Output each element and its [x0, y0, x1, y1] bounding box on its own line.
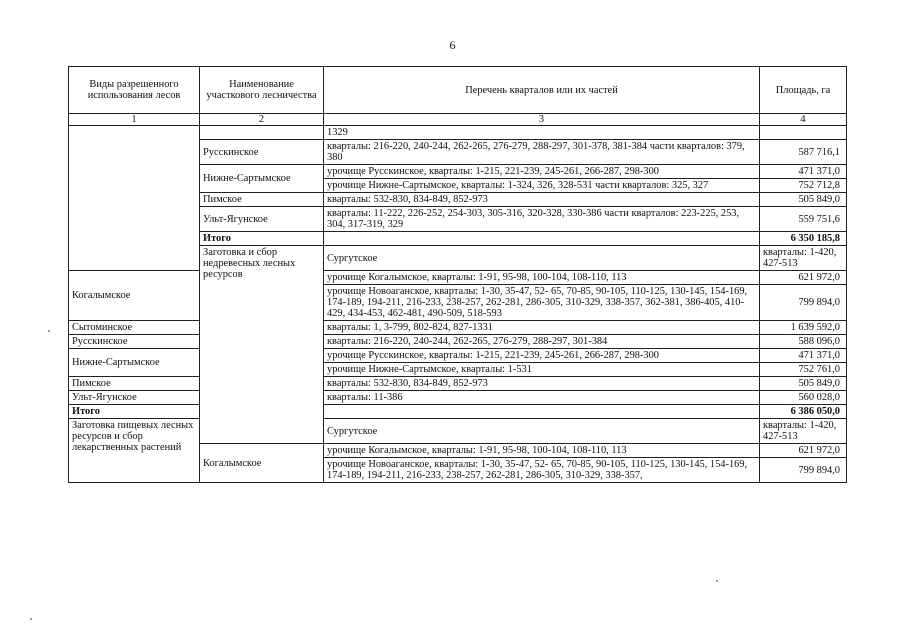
forestry-name: Русскинское [200, 140, 324, 165]
area-value: 560 028,0 [760, 391, 847, 405]
quarters-list: урочище Новоаганское, кварталы: 1-30, 35-47, 52- 65, 70-85, 90-105, 110-125, 130-145, 154-169, 174-189, 194-211, 216-233, 238-257, 262-281, 286-305, 310-329, 338-357, [324, 458, 760, 483]
quarters-list: урочище Нижне-Сартымское, кварталы: 1-324, 326, 328-531 части кварталов: 325, 327 [324, 179, 760, 193]
forestry-name: Пимское [69, 377, 200, 391]
table-row [69, 271, 847, 285]
quarters-list: урочище Нижне-Сартымское, кварталы: 1-531 [324, 363, 760, 377]
quarters-list: кварталы: 532-830, 834-849, 852-973 [324, 193, 760, 207]
quarters-list: кварталы: 11-222, 226-252, 254-303, 305-316, 320-328, 330-386 части кварталов: 223-225, 253, 304, 317-319, 329 [324, 207, 760, 232]
area-value: 505 849,0 [760, 193, 847, 207]
section-3-use-type: Заготовка пищевых лесных ресурсов и сбор лекарственных растений [69, 419, 200, 483]
section-2-use-type: Заготовка и сбор недревесных лесных ресурсов [200, 246, 324, 444]
quarters-list: кварталы: 1-420, 427-513 [760, 246, 847, 271]
forestry-name: Сургутское [324, 246, 760, 271]
total-label: Итого [69, 405, 200, 419]
forest-use-table [68, 66, 847, 483]
area-value: 505 849,0 [760, 377, 847, 391]
area-value: 587 716,1 [760, 140, 847, 165]
table-row [69, 419, 847, 444]
forestry-name: Нижне-Сартымское [69, 349, 200, 377]
table-row [69, 349, 847, 363]
table-header-row [69, 67, 847, 114]
quarters-list: кварталы: 11-386 [324, 391, 760, 405]
column-number: 1 [69, 114, 200, 126]
section-1-use-type [69, 126, 200, 271]
area-value: 471 371,0 [760, 349, 847, 363]
quarters-list: 1329 [324, 126, 760, 140]
area-value: 471 371,0 [760, 165, 847, 179]
scan-speck [716, 580, 718, 582]
table-row [69, 126, 847, 140]
quarters-list [324, 405, 760, 419]
quarters-list: урочище Русскинское, кварталы: 1-215, 221-239, 245-261, 266-287, 298-300 [324, 349, 760, 363]
total-area: 6 350 185,8 [760, 232, 847, 246]
scan-speck [48, 330, 50, 332]
total-area: 6 386 050,0 [760, 405, 847, 419]
quarters-list: кварталы: 216-220, 240-244, 262-265, 276-279, 288-297, 301-378, 381-384 части кварталов: 379, 380 [324, 140, 760, 165]
area-value: 621 972,0 [760, 444, 847, 458]
quarters-list: кварталы: 1-420, 427-513 [760, 419, 847, 444]
forestry-name: Ульт-Ягунское [200, 207, 324, 232]
area-value: 752 712,8 [760, 179, 847, 193]
header-area: Площадь, га [760, 67, 847, 114]
header-forestry-name: Наименование участкового лесничества [200, 67, 324, 114]
column-number-row [69, 114, 847, 126]
forestry-name: Сытоминское [69, 321, 200, 335]
area-value: 752 761,0 [760, 363, 847, 377]
area-value [760, 126, 847, 140]
column-number: 3 [324, 114, 760, 126]
table-row [69, 321, 847, 335]
quarters-list: кварталы: 532-830, 834-849, 852-973 [324, 377, 760, 391]
area-value: 799 894,0 [760, 285, 847, 321]
quarters-list: кварталы: 216-220, 240-244, 262-265, 276-279, 288-297, 301-384 [324, 335, 760, 349]
quarters-list: урочище Новоаганское, кварталы: 1-30, 35-47, 52- 65, 70-85, 90-105, 110-125, 130-145, 154-169, 174-189, 194-211, 216-233, 238-257, 262-281, 286-305, 310-329, 338-357, 362-381, 386-405, 410-429, 434-453, 462-481, 490-509, 518-593 [324, 285, 760, 321]
area-value: 559 751,6 [760, 207, 847, 232]
area-value: 588 096,0 [760, 335, 847, 349]
area-value: 621 972,0 [760, 271, 847, 285]
total-row [69, 405, 847, 419]
quarters-list: урочище Когалымское, кварталы: 1-91, 95-98, 100-104, 108-110, 113 [324, 444, 760, 458]
forestry-name: Сургутское [324, 419, 760, 444]
forestry-name: Пимское [200, 193, 324, 207]
page-number: 6 [449, 38, 456, 52]
total-label: Итого [200, 232, 324, 246]
quarters-list: урочище Когалымское, кварталы: 1-91, 95-98, 100-104, 108-110, 113 [324, 271, 760, 285]
area-value: 1 639 592,0 [760, 321, 847, 335]
table-row [69, 391, 847, 405]
forestry-name: Ульт-Ягунское [69, 391, 200, 405]
header-use-type: Виды разрешенного использования лесов [69, 67, 200, 114]
quarters-list: кварталы: 1, 3-799, 802-824, 827-1331 [324, 321, 760, 335]
quarters-list: урочище Русскинское, кварталы: 1-215, 221-239, 245-261, 266-287, 298-300 [324, 165, 760, 179]
forestry-name [200, 126, 324, 140]
table-row [69, 377, 847, 391]
forestry-name: Когалымское [200, 444, 324, 483]
scan-speck [30, 618, 32, 620]
forestry-name: Русскинское [69, 335, 200, 349]
header-quarters-list: Перечень кварталов или их частей [324, 67, 760, 114]
forestry-name: Нижне-Сартымское [200, 165, 324, 193]
quarters-list [324, 232, 760, 246]
column-number: 4 [760, 114, 847, 126]
forestry-name: Когалымское [69, 271, 200, 321]
area-value: 799 894,0 [760, 458, 847, 483]
column-number: 2 [200, 114, 324, 126]
table-row [69, 335, 847, 349]
